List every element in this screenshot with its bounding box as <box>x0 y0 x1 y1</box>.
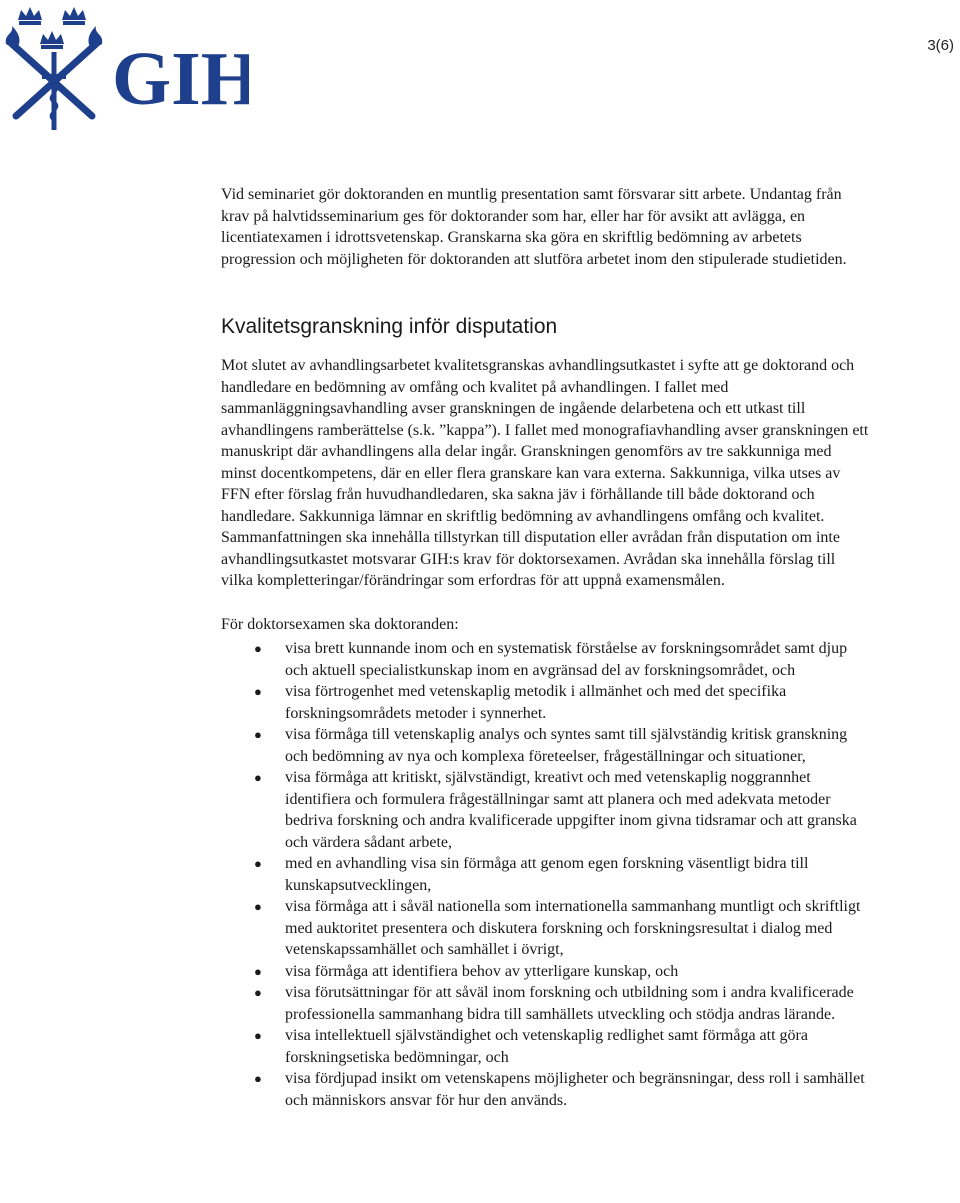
requirements-list <box>221 638 871 1111</box>
page-number: 3(6) <box>927 37 954 54</box>
bullet-icon: ● <box>254 684 262 699</box>
bullet-icon: ● <box>254 985 262 1000</box>
gih-logo-text: GIH <box>112 37 249 121</box>
list-item-text: visa brett kunnande inom och en systematisk förståelse av forskningsområdet samt djup och aktuell specialistkunskap inom en avgränsad del av forskningsområdet, och <box>285 640 848 679</box>
list-item-text: visa förmåga att kritiskt, självständigt, kreativt och med vetenskaplig noggrannhet identifiera och formulera frågeställningar samt att planera och med adekvata metoder bedriva forskning och andra kvalificerade uppgifter inom givna tidsramar och att granska och värdera sådant arbete, <box>285 769 857 851</box>
list-item <box>221 681 871 724</box>
list-item <box>221 853 871 896</box>
quality-review-paragraph: Mot slutet av avhandlingsarbetet kvalitetsgranskas avhandlingsutkastet i syfte att ge doktorand och handledare en bedömning av omfång och kvalitet på avhandlingen. I fallet med sammanläggningsavhandling avser granskningen de ingående delarbetena och ett utkast till avhandlingens ramberättelse (s.k. ”kappa”). I fallet med monografiavhandling avser granskningen ett manuskript där avhandlingens alla delar ingår. Granskningen genomförs av tre sakkunniga med minst docentkompetens, där en eller flera granskare kan vara externa. Sakkunniga, vilka utses av FFN efter förslag från huvudhandledaren, ska sakna jäv i förhållande till både doktorand och handledare. Sakkunniga lämnar en skriftlig bedömning av avhandlingens omfång och kvalitet. Sammanfattningen ska innehålla tillstyrkan till disputation eller avrådan från disputation om inte avhandlingsutkastet motsvarar GIH:s krav för doktorsexamen. Avrådan ska innehålla förslag till vilka kompletteringar/förändringar som erfordras för att uppnå examensmålen. <box>221 357 869 589</box>
bullet-icon: ● <box>254 1028 262 1043</box>
list-item-text: visa förutsättningar för att såväl inom forskning och utbildning som i andra kvalificerade professionella sammanhang bidra till samhällets utveckling och stödja andras lärande. <box>285 984 854 1023</box>
list-item <box>221 896 871 961</box>
requirements-intro: För doktorsexamen ska doktoranden: <box>221 615 459 633</box>
list-item <box>221 1025 871 1068</box>
list-item <box>221 767 871 853</box>
bullet-icon: ● <box>254 770 262 785</box>
list-item-text: visa förtrogenhet med vetenskaplig metodik i allmänhet och med det specifika forskningsområdets metoder i synnerhet. <box>285 683 787 722</box>
list-item-text: visa förmåga att identifiera behov av ytterligare kunskap, och <box>285 962 679 980</box>
gih-logo <box>4 4 249 132</box>
bullet-icon: ● <box>254 899 262 914</box>
crown-icon <box>18 7 42 25</box>
list-item <box>221 982 871 1025</box>
list-item-text: visa förmåga att i såväl nationella som internationella sammanhang muntligt och skriftligt med auktoritet presentera och diskutera forskning och forskningsresultat i dialog med vetenskapssamhället och samhället i övrigt, <box>285 898 861 958</box>
crown-icon <box>40 31 64 49</box>
list-item <box>221 724 871 767</box>
crown-icon <box>62 7 86 25</box>
bullet-icon: ● <box>254 1071 262 1086</box>
list-item-text: visa fördjupad insikt om vetenskapens möjligheter och begränsningar, dess roll i samhället och människors ansvar för hur den används. <box>285 1070 865 1109</box>
gih-crest-icon <box>4 4 249 132</box>
bullet-icon: ● <box>254 727 262 742</box>
section-heading: Kvalitetsgranskning inför disputation <box>221 315 558 338</box>
list-item <box>221 1068 871 1111</box>
list-item-text: visa förmåga till vetenskaplig analys och syntes samt till självständig kritisk granskning och bedömning av nya och komplexa företeelser, frågeställningar och situationer, <box>285 726 848 765</box>
list-item-text: med en avhandling visa sin förmåga att genom egen forskning väsentligt bidra till kunskapsutvecklingen, <box>285 855 809 894</box>
document-body <box>221 184 871 1111</box>
list-item <box>221 638 871 681</box>
bullet-icon: ● <box>254 641 262 656</box>
bullet-icon: ● <box>254 963 262 979</box>
seminar-paragraph: Vid seminariet gör doktoranden en muntlig presentation samt försvarar sitt arbete. Undantag från krav på halvtidsseminarium ges för doktorander som har, eller har för avsikt att avlägga, en licentiatexamen i idrottsvetenskap. Granskarna ska göra en skriftlig bedömning av arbetets progression och möjligheten för doktoranden att slutföra arbetet inom den stipulerade studietiden. <box>221 186 847 268</box>
bullet-icon: ● <box>254 856 262 871</box>
list-item-text: visa intellektuell självständighet och vetenskaplig redlighet samt förmåga att göra forskningsetiska bedömningar, och <box>285 1027 808 1066</box>
list-item <box>221 961 871 983</box>
